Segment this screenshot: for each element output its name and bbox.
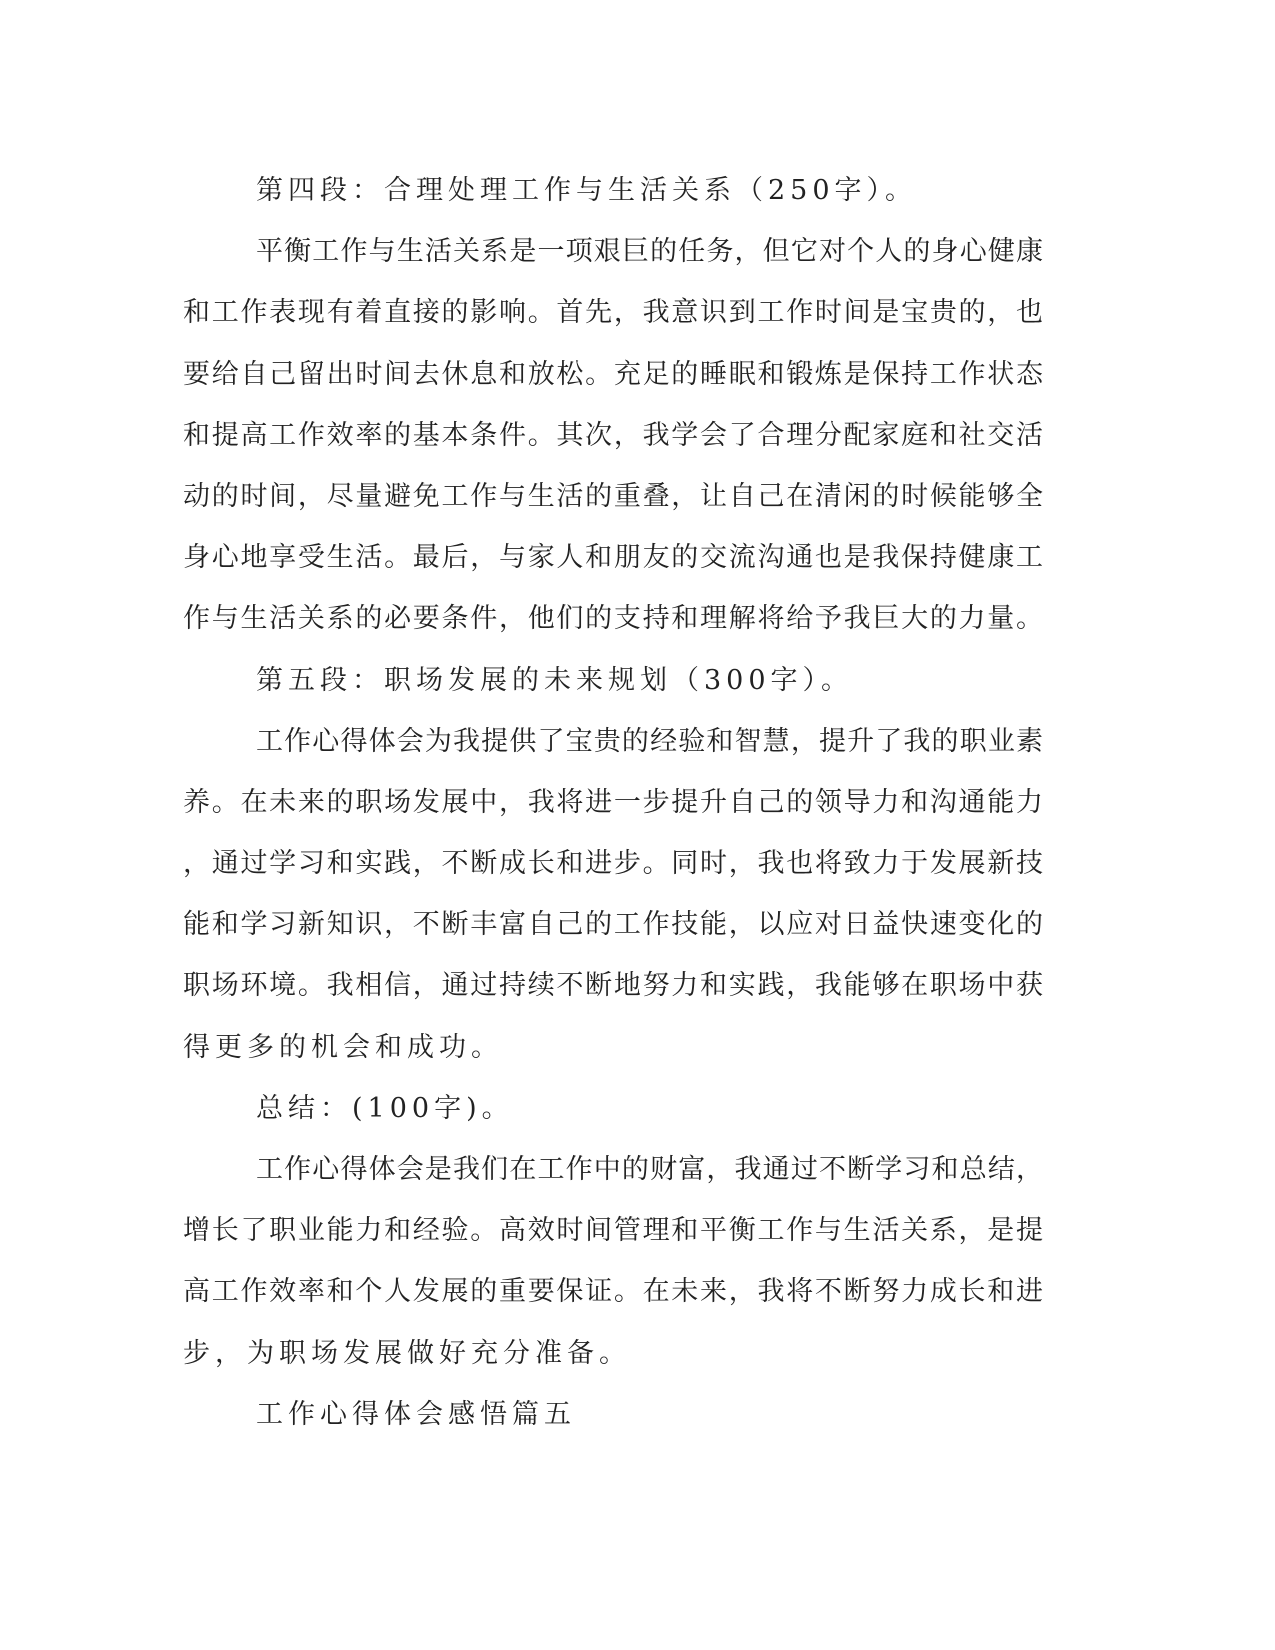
paragraph-line: 作与生活关系的必要条件，他们的支持和理解将给予我巨大的力量。 [183, 603, 1043, 635]
paragraph-line: 增长了职业能力和经验。高效时间管理和平衡工作与生活关系，是提 [183, 1215, 1043, 1247]
section-heading-4: 第四段：合理处理工作与生活关系（250字）。 [256, 175, 918, 206]
paragraph-line: 身心地享受生活。最后，与家人和朋友的交流沟通也是我保持健康工 [183, 542, 1043, 574]
document-body [183, 160, 1043, 1445]
paragraph-line: 工作心得体会为我提供了宝贵的经验和智慧，提升了我的职业素 [256, 725, 1043, 757]
article-title: 工作心得体会感悟篇五 [256, 1398, 576, 1430]
paragraph-line: 和提高工作效率的基本条件。其次，我学会了合理分配家庭和社交活 [183, 419, 1043, 451]
paragraph-line: 得更多的机会和成功。 [183, 1031, 503, 1063]
paragraph-line: 平衡工作与生活关系是一项艰巨的任务，但它对个人的身心健康 [256, 236, 1043, 268]
paragraph-line: 要给自己留出时间去休息和放松。充足的睡眠和锻炼是保持工作状态 [183, 358, 1043, 390]
paragraph-line: 和工作表现有着直接的影响。首先，我意识到工作时间是宝贵的，也 [183, 297, 1043, 329]
paragraph-line: 步，为职场发展做好充分准备。 [183, 1337, 631, 1369]
paragraph-line: 动的时间，尽量避免工作与生活的重叠，让自己在清闲的时候能够全 [183, 480, 1043, 512]
summary-heading: 总结：(100字)。 [256, 1092, 514, 1124]
paragraph-line: 高工作效率和个人发展的重要保证。在未来，我将不断努力成长和进 [183, 1276, 1043, 1308]
paragraph-line: ，通过学习和实践，不断成长和进步。同时，我也将致力于发展新技 [183, 848, 1043, 880]
paragraph-line: 职场环境。我相信，通过持续不断地努力和实践，我能够在职场中获 [183, 970, 1043, 1002]
paragraph-line: 工作心得体会是我们在工作中的财富，我通过不断学习和总结， [256, 1154, 1043, 1185]
paragraph-line: 能和学习新知识，不断丰富自己的工作技能，以应对日益快速变化的 [183, 909, 1043, 941]
paragraph-line: 养。在未来的职场发展中，我将进一步提升自己的领导力和沟通能力 [183, 786, 1043, 818]
section-heading-5: 第五段：职场发展的未来规划（300字）。 [256, 664, 854, 696]
